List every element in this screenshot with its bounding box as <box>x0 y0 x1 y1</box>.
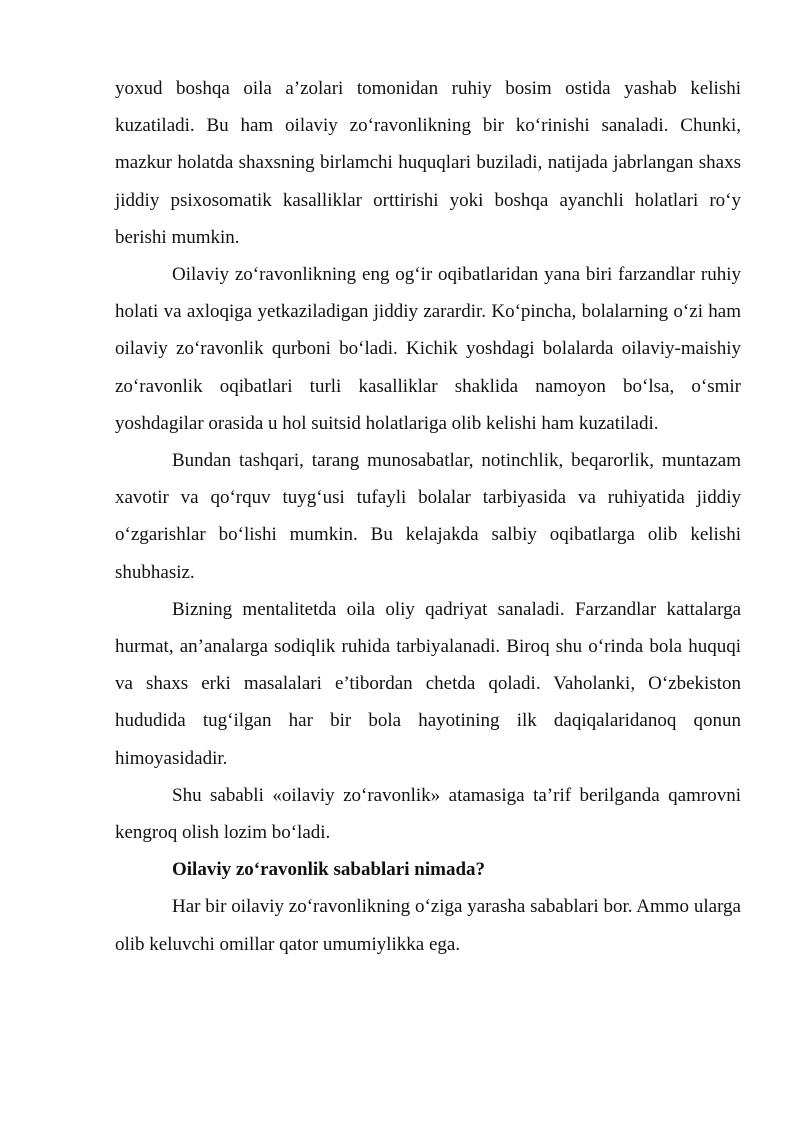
paragraph-causes: Har bir oilaviy zo‘ravonlikning o‘ziga yarasha sabablari bor. Ammo ularga olib keluvchi omillar qator umumiylikka ega. <box>115 896 741 955</box>
paragraph-consequences-children: Oilaviy zo‘ravonlikning eng og‘ir oqibatlaridan yana biri farzandlar ruhiy holati va axloqiga yetkaziladigan jiddiy zarardir. Ko‘pincha, bolalarning o‘zi ham oilaviy zo‘ravonlik qurboni bo‘ladi. Kichik yoshdagi bolalarda oilaviy-maishiy zo‘ravonlik oqibatlari turli kasalliklar shaklida namoyon bo‘lsa, o‘smir yoshdagilar orasida u hol suitsid holatlariga olib kelishi ham kuzatiladi. <box>115 264 741 434</box>
document-page <box>115 70 741 963</box>
paragraph-continuation: yoxud boshqa oila a’zolari tomonidan ruhiy bosim ostida yashab kelishi kuzatiladi. Bu ham oilaviy zo‘ravonlikning bir ko‘rinishi sanaladi. Chunki, mazkur holatda shaxsning birlamchi huquqlari buziladi, natijada jabrlangan shaxs jiddiy psixosomatik kasalliklar orttirishi yoki boshqa ayanchli holatlari ro‘y berishi mumkin. <box>115 78 741 248</box>
paragraph-mentality: Bizning mentalitetda oila oliy qadriyat sanaladi. Farzandlar kattalarga hurmat, an’analarga sodiqlik ruhida tarbiyalanadi. Biroq shu o‘rinda bola huquqi va shaxs erki masalalari e’tibordan chetda qoladi. Vaholanki, O‘zbekiston hududida tug‘ilgan har bir bola hayotining ilk daqiqalaridanoq qonun himoyasidadir. <box>115 598 741 769</box>
paragraph-definition-scope: Shu sababli «oilaviy zo‘ravonlik» atamasiga ta’rif berilganda qamrovni kengroq olish lozim bo‘ladi. <box>115 784 741 844</box>
section-heading: Oilaviy zo‘ravonlik sabablari nimada? <box>172 859 486 881</box>
paragraph-tension-effects: Bundan tashqari, tarang munosabatlar, notinchlik, beqarorlik, muntazam xavotir va qo‘rquv tuyg‘usi tufayli bolalar tarbiyasida va ruhiyatida jiddiy o‘zgarishlar bo‘lishi mumkin. Bu kelajakda salbiy oqibatlarga olib kelishi shubhasiz. <box>115 450 741 583</box>
